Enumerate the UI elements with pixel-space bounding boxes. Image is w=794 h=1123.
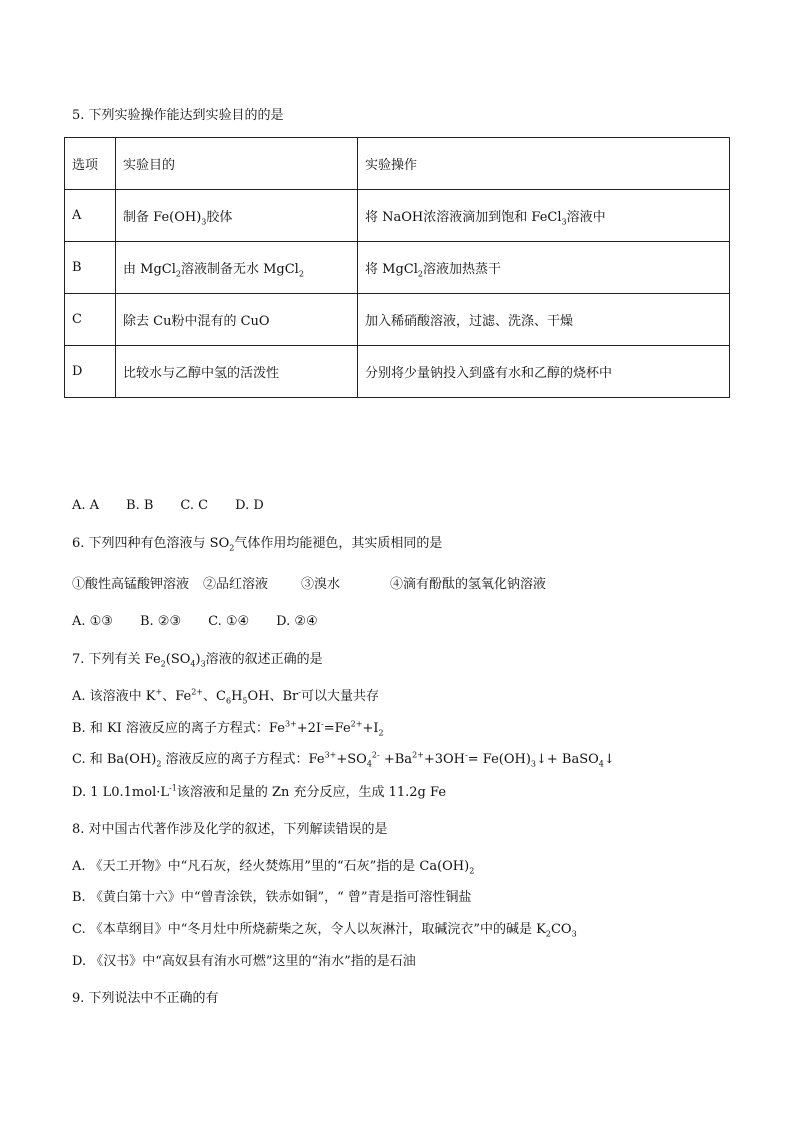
choice-b[interactable]: B. B (126, 498, 154, 513)
q5-choices (72, 497, 264, 515)
experiment-table (64, 137, 730, 398)
choice-d[interactable]: D. ②④ (276, 614, 318, 629)
row-operation: 加入稀硝酸溶液，过滤、洗涤、干燥 (358, 294, 730, 346)
q6-items (72, 576, 546, 594)
row-option: B (65, 242, 116, 294)
row-operation: 将 NaOH浓溶液滴加到饱和 FeCl$_3$溶液中 (358, 190, 730, 242)
table-row (65, 346, 730, 398)
q9-stem: 9. 下列说法中不正确的有 (72, 991, 219, 1006)
table-row (65, 190, 730, 242)
choice-c[interactable]: C. C (180, 498, 209, 513)
q5-stem: 5. 下列实验操作能达到实验目的的是 (72, 108, 284, 123)
row-purpose: 由 MgCl$_2$溶液制备无水 MgCl$_2$ (116, 242, 358, 294)
row-operation: 分别将少量钠投入到盛有水和乙醇的烧杯中 (358, 346, 730, 398)
q7-option-d[interactable]: D. 1 $L0.1mol\cdot L^{-1}$该溶液和足量的 Zn 充分反应，生成 11.2g Fe (72, 783, 447, 800)
q8-option-d[interactable]: D. 《汉书》中“高奴县有洧水可燃”这里的“洧水”指的是石油 (72, 954, 416, 969)
row-purpose: 除去 Cu粉中混有的 CuO (116, 294, 358, 346)
q6-item-2: ②品红溶液 (203, 577, 269, 592)
row-purpose: 比较水与乙醇中氢的活泼性 (116, 346, 358, 398)
q6-item-3: ③溴水 (301, 577, 341, 592)
q8-stem: 8. 对中国古代著作涉及化学的叙述，下列解读错误的是 (72, 822, 388, 837)
row-option: C (65, 294, 116, 346)
table-row (65, 294, 730, 346)
q6-stem: 6. 下列四种有色溶液与 $SO_2$气体作用均能褪色，其实质相同的是 (72, 536, 443, 553)
row-operation: 将 MgCl$_2$溶液加热蒸干 (358, 242, 730, 294)
q6-item-4: ④滴有酚酞的氢氧化钠溶液 (390, 577, 547, 592)
table-header-row (65, 138, 730, 190)
q7-option-a[interactable]: A. 该溶液中 K+、$Fe^{2+}$、$C_6H_5OH$、Br-可以大量共存 (72, 687, 379, 706)
header-option: 选项 (65, 138, 116, 190)
row-purpose: 制备 $Fe(OH)_3$胶体 (116, 190, 358, 242)
row-option: D (65, 346, 116, 398)
choice-c[interactable]: C. ①④ (208, 614, 250, 629)
row-option: A (65, 190, 116, 242)
q6-choices (72, 613, 318, 631)
choice-b[interactable]: B. ②③ (139, 614, 182, 629)
q7-stem: 7. 下列有关 $Fe_2(SO_4)_3$溶液的叙述正确的是 (72, 652, 323, 669)
choice-a[interactable]: A. A (72, 498, 100, 513)
q6-item-1: ①酸性高锰酸钾溶液 (72, 577, 190, 592)
choice-d[interactable]: D. D (235, 498, 264, 513)
header-purpose: 实验目的 (116, 138, 358, 190)
q7-option-c[interactable]: C. 和 $Ba(OH)_2$ 溶液反应的离子方程式：$Fe^{3+}+SO_4^{2-} +Ba^{2+}+3OH^-=$ $Fe(OH)_3↓+$ BaSO$_4$↓ (72, 750, 615, 769)
choice-a[interactable]: A. ①③ (72, 614, 113, 629)
q7-option-b[interactable]: B. 和 KI 溶液反应的离子方程式：$Fe^{3+}+2I^-=Fe^{2+}+I_2$ (72, 719, 384, 738)
q8-option-b[interactable]: B. 《黄白第十六》中“曾青涂铁，铁赤如铜”，“ 曾”青是指可溶性铜盐 (72, 890, 472, 905)
header-operation: 实验操作 (358, 138, 730, 190)
q8-option-a[interactable]: A. 《天工开物》中“凡石灰，经火焚炼用”里的“石灰”指的是 $Ca(OH)_2$ (72, 859, 475, 876)
table-row (65, 242, 730, 294)
q8-option-c[interactable]: C. 《本草纲目》中“冬月灶中所烧薪柴之灰，令人以灰淋汁，取碱浣衣”中的碱是 $K_2CO_3$ (72, 922, 577, 939)
